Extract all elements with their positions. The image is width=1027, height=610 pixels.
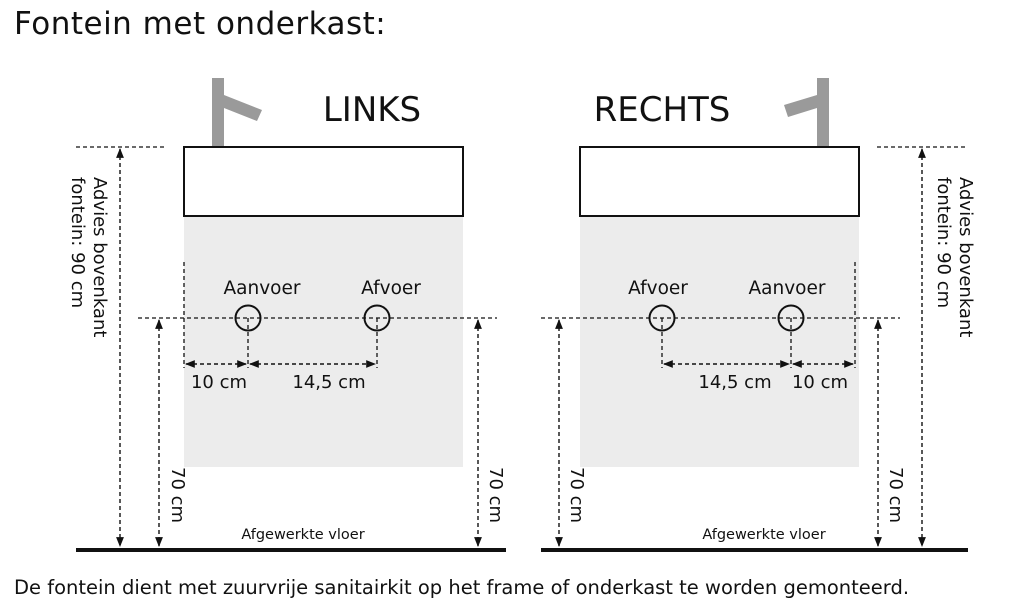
heading-left: LINKS — [322, 90, 422, 130]
advice-label-right-line1: Advies bovenkant — [955, 177, 976, 338]
cabinet-left — [184, 216, 463, 467]
left-diagram — [67, 78, 506, 550]
tap-right-icon — [784, 78, 829, 147]
dim-label-10-right: 10 cm — [791, 372, 849, 393]
dim-label-10-left: 10 cm — [190, 372, 248, 393]
supply-label-right: Aanvoer — [748, 278, 826, 299]
dim-label-14-5-left: 14,5 cm — [292, 372, 366, 393]
advice-label-right-line2: fontein: 90 cm — [933, 177, 954, 309]
advice-label-left-line1: Advies bovenkant — [89, 177, 110, 338]
floor-label-right: Afgewerkte vloer — [702, 527, 826, 543]
advice-label-left-line2: fontein: 90 cm — [67, 177, 88, 309]
basin-left — [184, 147, 463, 216]
right-diagram — [541, 78, 976, 550]
dim-label-14-5-right: 14,5 cm — [698, 372, 772, 393]
height-label-right-inner: 70 cm — [566, 467, 587, 524]
heading-right: RECHTS — [593, 90, 731, 130]
footer-note: De fontein dient met zuurvrije sanitairkit op het frame of onderkast te worden gemonteerd. — [14, 576, 910, 599]
drain-label-left: Afvoer — [361, 278, 421, 299]
height-label-left-inner: 70 cm — [485, 467, 506, 524]
height-label-left-outer: 70 cm — [167, 467, 188, 524]
cabinet-right — [580, 216, 859, 467]
floor-label-left: Afgewerkte vloer — [241, 527, 365, 543]
height-label-right-outer: 70 cm — [885, 467, 906, 524]
tap-left-icon — [212, 78, 262, 147]
basin-right — [580, 147, 859, 216]
drain-label-right: Afvoer — [628, 278, 688, 299]
supply-label-left: Aanvoer — [223, 278, 301, 299]
page-title: Fontein met onderkast: — [14, 6, 387, 42]
